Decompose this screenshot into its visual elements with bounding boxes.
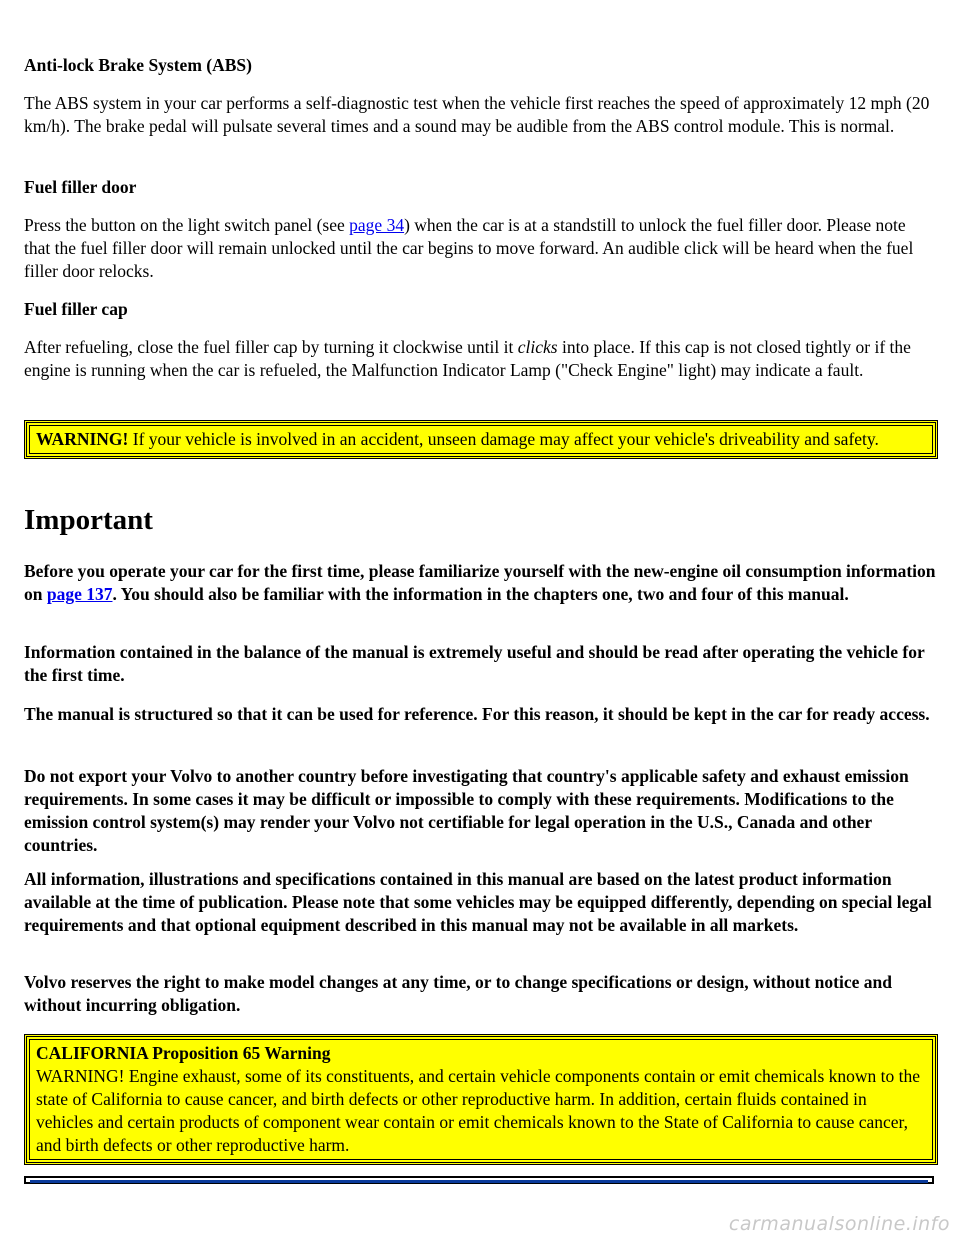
fuel-cap-text-a: After refueling, close the fuel filler cap by turning it clockwise until it: [24, 337, 518, 357]
fuel-door-body: [24, 214, 936, 283]
accident-warning-box: [24, 420, 938, 459]
fuel-cap-body: [24, 336, 936, 382]
important-p6: Volvo reserves the right to make model changes at any time, or to change specifications or design, without notice and without incurring obligation.: [24, 972, 892, 1015]
fuel-cap-heading: Fuel filler cap: [24, 299, 128, 319]
abs-body: The ABS system in your car performs a self-diagnostic test when the vehicle first reaches the speed of approximately 12 mph (20 km/h). The brake pedal will pulsate several times and a sound may be audible from the ABS control module. This is normal.: [24, 93, 930, 136]
page-137-link[interactable]: page 137: [46, 584, 113, 604]
footer-divider: [24, 1176, 934, 1184]
prop65-title: CALIFORNIA Proposition 65 Warning: [36, 1043, 331, 1063]
watermark: carmanualsonline.info: [728, 1213, 950, 1235]
important-p1-b: . You should also be familiar with the information in the chapters one, two and four of this manual.: [112, 584, 849, 604]
footer-divider-fill: [30, 1180, 928, 1183]
important-p3: The manual is structured so that it can be used for reference. For this reason, it should be kept in the car for ready access.: [24, 704, 930, 724]
prop65-warning-box: [24, 1034, 938, 1165]
important-title: Important: [24, 504, 153, 536]
warning-label: WARNING!: [36, 429, 129, 449]
fuel-door-text-a: Press the button on the light switch panel (see: [24, 215, 350, 235]
important-p5: All information, illustrations and specifications contained in this manual are based on the latest product information available at the time of publication. Please note that some vehicles may be equipped differently, depending on special legal requirements and that optional equipment described in this manual may not be available in all markets.: [24, 869, 932, 935]
prop65-text: WARNING! Engine exhaust, some of its constituents, and certain vehicle components contain or emit chemicals known to the state of California to cause cancer, and birth defects or other reproductive harm. In addition, certain fluids contained in vehicles and certain products of component wear contain or emit chemicals known to the State of California to cause cancer, and birth defects or other reproductive harm.: [36, 1066, 921, 1155]
warning-text: If your vehicle is involved in an accident, unseen damage may affect your vehicle's driveability and safety.: [128, 429, 879, 449]
page-34-link[interactable]: page 34: [349, 215, 405, 235]
abs-heading: Anti-lock Brake System (ABS): [24, 55, 252, 75]
important-p1: [24, 560, 936, 606]
important-p4: Do not export your Volvo to another country before investigating that country's applicable safety and exhaust emission requirements. In some cases it may be difficult or impossible to comply with these requirements. Modifications to the emission control system(s) may render your Volvo not certifiable for legal operation in the U.S., Canada and other countries.: [24, 766, 909, 855]
fuel-cap-emphasis: clicks: [517, 337, 558, 357]
fuel-cap-text-b: into place. If this cap is not closed tightly or if the engine is running when the car is refueled, the Malfunction Indicator Lamp ("Check Engine" light) may indicate a fault.: [24, 337, 911, 380]
important-p2: Information contained in the balance of the manual is extremely useful and should be read after operating the vehicle for the first time.: [24, 642, 925, 685]
fuel-door-text-b: ) when the car is at a standstill to unlock the fuel filler door. Please note that the fuel filler door will remain unlocked until the car begins to move forward. An audible click will be heard when the fuel filler door relocks.: [24, 215, 914, 281]
fuel-door-heading: Fuel filler door: [24, 177, 137, 197]
important-p1-a: Before you operate your car for the first time, please familiarize yourself with the new-engine oil consumption information on: [24, 561, 936, 604]
